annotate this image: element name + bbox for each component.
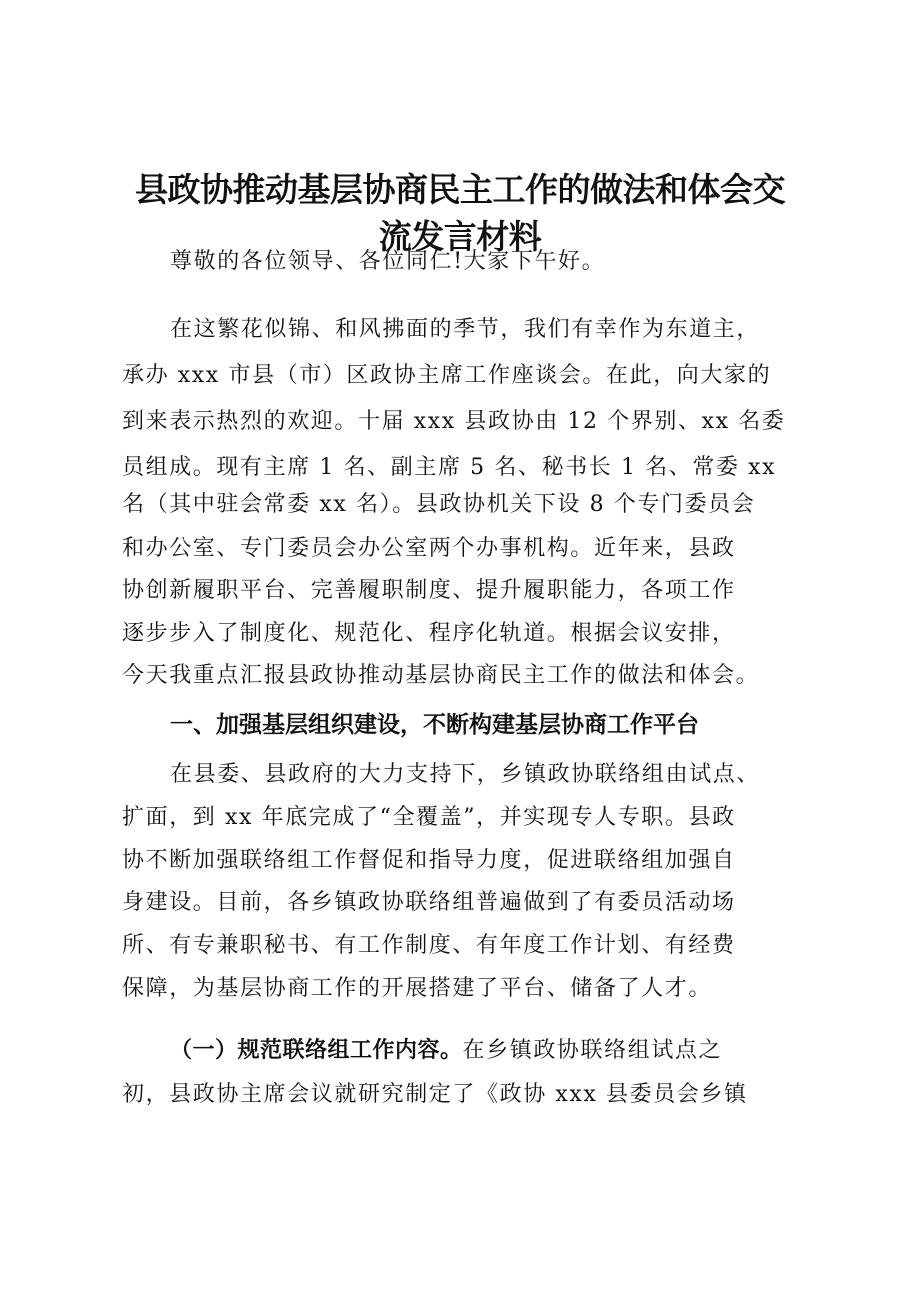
paragraph-2-line: 所、有专兼职秘书、有工作制度、有年度工作计划、有经费 xyxy=(122,933,736,958)
document-title-line-1: 县政协推动基层协商民主工作的做法和体会交 xyxy=(135,170,785,209)
subsection-1-line-2: 初，县政协主席会议就研究制定了《政协 xxx 县委员会乡镇 xyxy=(122,1082,748,1107)
paragraph-1-line: 逐步步入了制度化、规范化、程序化轨道。根据会议安排， xyxy=(122,621,736,646)
paragraph-2-line: 保障，为基层协商工作的开展搭建了平台、储备了人才。 xyxy=(122,976,713,1001)
document-title-line-2: 流发言材料 xyxy=(378,217,542,256)
paragraph-2-line: 协不断加强联络组工作督促和指导力度，促进联络组加强自 xyxy=(122,848,736,873)
paragraph-1-line: 和办公室、专门委员会办公室两个办事机构。近年来，县政 xyxy=(122,536,736,561)
greeting: 尊敬的各位领导、各位同仁!大家下午好。 xyxy=(170,249,606,274)
section-heading-1: 一、加强基层组织建设，不断构建基层协商工作平台 xyxy=(170,712,699,738)
paragraph-1-line: 在这繁花似锦、和风拂面的季节，我们有幸作为东道主， xyxy=(170,317,761,342)
paragraph-2-line: 扩面，到 xx 年底完成了“全覆盖”，并实现专人专职。县政 xyxy=(122,805,736,830)
paragraph-1-line: 名（其中驻会常委 xx 名）。县政协机关下设 8 个专门委员会 xyxy=(122,492,756,517)
subsection-1-title: （一）规范联络组工作内容。 xyxy=(170,1038,463,1063)
paragraph-1-line: 员组成。现有主席 1 名、副主席 5 名、秘书长 1 名、常委 xx xyxy=(122,455,777,480)
paragraph-1-line: 今天我重点汇报县政协推动基层协商民主工作的做法和体会。 xyxy=(122,663,760,688)
paragraph-1-line: 承办 xxx 市县（市）区政协主席工作座谈会。在此，向大家的 xyxy=(122,363,772,388)
paragraph-1-line: 协创新履职平台、完善履职制度、提升履职能力，各项工作 xyxy=(122,578,736,603)
paragraph-1-line: 到来表示热烈的欢迎。十届 xxx 县政协由 12 个界别、xx 名委 xyxy=(122,409,786,434)
subsection-1-line-1 xyxy=(170,1036,820,1066)
subsection-1-text: 在乡镇政协联络组试点之 xyxy=(462,1038,723,1063)
paragraph-2-line: 在县委、县政府的大力支持下，乡镇政协联络组由试点、 xyxy=(170,762,761,787)
paragraph-2-line: 身建设。目前，各乡镇政协联络组普遍做到了有委员活动场 xyxy=(122,890,736,915)
